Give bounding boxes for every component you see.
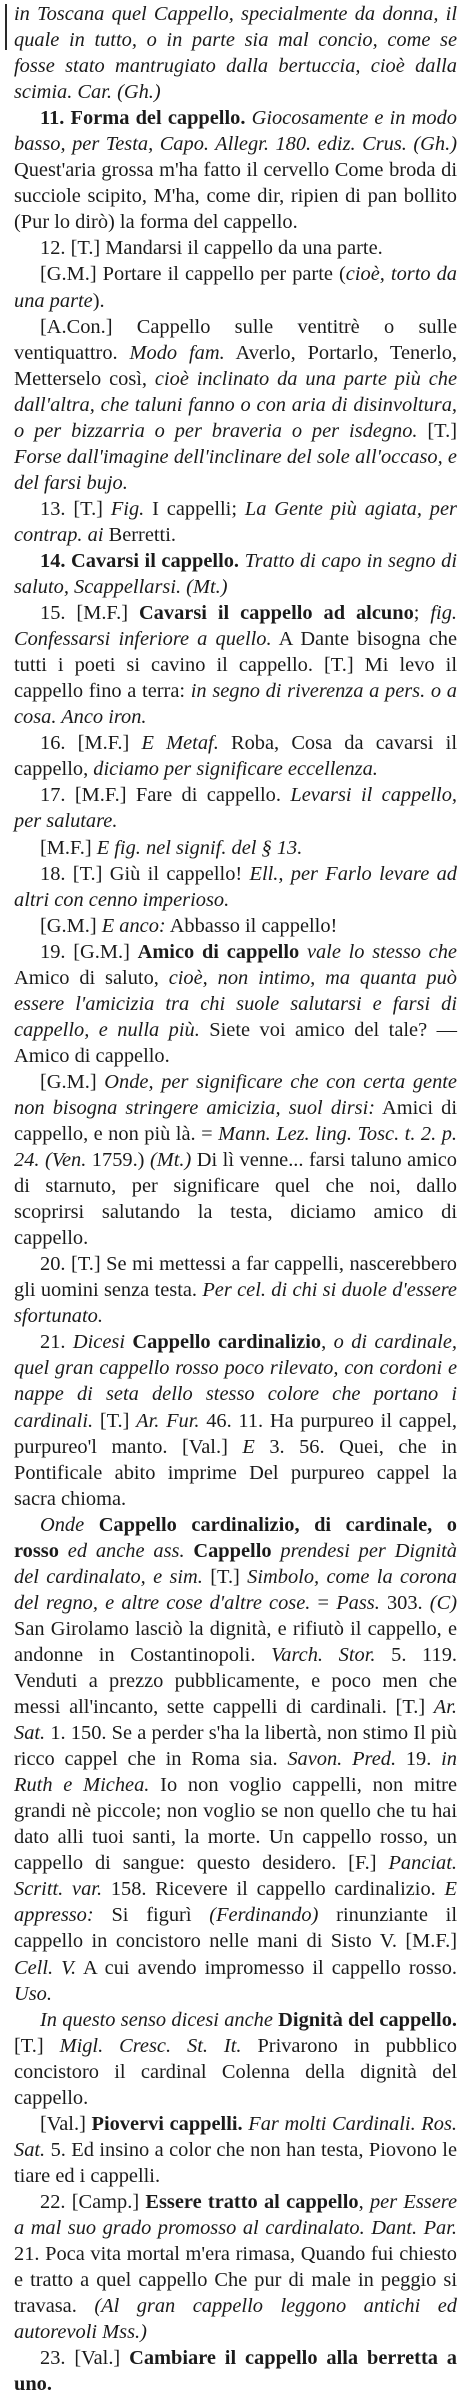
text-run: A Dante bisogna che tutti i poeti si cavino il cappello. [T.] Mi levo il cappello fino a terra: — [14, 628, 458, 703]
text-run: Ar. Fur. — [136, 1409, 200, 1432]
sense-19 — [14, 939, 457, 1069]
sense-12-sub-2 — [14, 314, 457, 496]
text-run: 18. [T.] Giù il cappello! — [40, 862, 250, 885]
text-run: ed anche ass. — [58, 1539, 185, 1562]
text-run: 12. [T.] Mandarsi il cappello da una parte. — [40, 237, 383, 260]
sense-21-cardinal — [14, 1512, 457, 2007]
text-run: Ar. Sat. — [14, 1696, 457, 1745]
text-run: [M.F.] — [40, 836, 97, 859]
text-run: Di lì venne... farsi taluno amico di starnuto, per significare quel che noi, dallo scoprirsi salutando la testa, diciamo amico di cappello. — [14, 1149, 457, 1250]
text-run: o di cardinale, quel gran cappello rosso poco rilevato, con cordoni e nappe di seta dello stesso colore che portano i cardinali. — [14, 1331, 457, 1432]
text-run: Pass. — [336, 1591, 380, 1614]
text-run: E — [242, 1435, 255, 1458]
text-run: Amici di cappello, e non più là. = — [14, 1096, 457, 1146]
sense-11 — [14, 105, 457, 235]
text-run: Uso. — [14, 1982, 52, 2005]
text-run: Onde, per significare che con certa gente non bisogna stringere amicizia, suol dirsi: — [14, 1070, 457, 1119]
text-run: Si figurì — [93, 1904, 210, 1927]
text-run: Fig. — [110, 497, 145, 520]
text-run: Per cel. di chi si duole d'essere sfortunato. — [14, 1279, 457, 1328]
sense-20 — [14, 1251, 457, 1329]
text-run: Amico di cappello — [137, 940, 300, 963]
text-run: ; — [413, 602, 431, 625]
sense-21 — [14, 1329, 457, 1511]
text-run: [T.] — [93, 1409, 137, 1432]
text-run: 19. [G.M.] — [40, 940, 138, 963]
text-run: 17. [M.F.] Fare di cappello. — [40, 784, 291, 807]
sense-12-sub-1 — [14, 261, 457, 313]
text-run: 13. [T.] — [40, 497, 111, 520]
text-run: Io non voglio cappelli, non mitre grandi nè piccole; non voglio se non quello che tu hai dato alli tuoi santi, la morte. Un cappello rosso, un cappello di sangue: questo desidero. [F.] — [14, 1774, 457, 1875]
text-run: 5. Ed insino a color che non han testa, Piovono le tiare ed i cappelli. — [14, 2138, 457, 2187]
text-run: 23. [Val.] — [40, 2347, 130, 2370]
text-run: Cavarsi il cappello ad alcuno — [138, 602, 414, 625]
text-run: (C) — [429, 1591, 457, 1614]
sense-13 — [14, 496, 457, 548]
text-run: Forse dall'imagine dell'inclinare del sole all'occaso, e del farsi bujo. — [14, 445, 457, 494]
text-run: = — [310, 1591, 337, 1614]
text-run: Cambiare il cappello alla berretta a uno. — [14, 2347, 457, 2396]
text-run: Privarono in pubblico concistoro il cardinal Colenna della dignità del cappello. — [14, 2034, 457, 2109]
text-run: Cappello — [184, 1539, 272, 1562]
text-run: [T.] — [202, 1565, 248, 1588]
text-run: 21. — [40, 1331, 73, 1354]
text-run: fig. Confessarsi inferiore a quello. — [14, 602, 457, 651]
sense-15 — [14, 600, 457, 730]
text-run: 15. [M.F.] — [40, 602, 139, 625]
text-run: Amico di saluto, — [14, 966, 169, 989]
text-run: cioè, torto da una parte — [14, 263, 458, 312]
sense-21-dignity — [14, 2007, 457, 2111]
text-run: 21. Poca vita mortal m'era rimasa, Quando fui chiesto e tratto a quel cappello Che pur di male in peggio si travasa. — [14, 2243, 457, 2318]
text-run: 158. Ricevere il cappello cardinalizio. — [102, 1878, 445, 1901]
text-run: cioè, non intimo, ma quanta può essere l'amicizia tra chi suole salutarsi e farsi di cappello, e nulla più. — [14, 966, 457, 1041]
text-run: rinunziante il cappello in concistoro nelle mani di Sisto V. [M.F.] — [14, 1904, 457, 1953]
text-run: Migl. Cresc. St. It. — [59, 2034, 242, 2057]
text-run: Roba, Cosa da cavarsi il cappello, — [14, 732, 457, 781]
sense-23 — [14, 2345, 457, 2397]
text-run: Ell., per Farlo levare ad altri con cenno imperioso. — [14, 862, 457, 911]
text-run: vale lo stesso che — [299, 940, 457, 963]
text-run: 303. — [379, 1591, 430, 1614]
text-run: in Ruth e Michea. — [14, 1748, 457, 1797]
text-run: (Mt.) — [149, 1149, 192, 1172]
sense-22 — [14, 2189, 457, 2345]
text-run: (Ferdinando) — [209, 1904, 319, 1927]
text-run: 46. 11. Ha purpureo il cappel, purpureo'l manto. [Val.] — [14, 1409, 457, 1458]
sense-17-sub — [14, 835, 457, 861]
text-run: Cappello cardinalizio, di cardinale, o rosso — [14, 1513, 457, 1562]
text-run: ). — [92, 289, 105, 312]
text-run: Varch. Stor. — [271, 1643, 376, 1666]
text-run: Averlo, Portarlo, Tenerlo, Metterselo così, — [14, 341, 457, 390]
text-run: Quest'aria grossa m'ha fatto il cervello Come broda di succiole scipito, M'ha, come dir, ripien di pan bollito (Pur lo dirò) la forma del cappello. — [14, 159, 457, 234]
text-run: Berretti. — [103, 523, 176, 546]
margin-bar — [5, 4, 7, 50]
text-run: [G.M.] — [40, 914, 102, 937]
text-run: E appresso: — [14, 1878, 457, 1927]
text-run: Cappello cardinalizio — [125, 1331, 322, 1354]
sense-14 — [14, 548, 457, 600]
text-run: [T.] — [14, 2034, 60, 2057]
text-run: Simbolo, come la corona del regno, e altre cose d'altre cose. — [14, 1565, 457, 1614]
text-run: [G.M.] Portare il cappello per parte ( — [40, 263, 346, 286]
text-run: Dignità del cappello. — [272, 2008, 457, 2031]
text-run: 3. 56. Quei, che in Pontificale abito imprime Del purpureo cappel la sacra chioma. — [14, 1435, 457, 1510]
text-run: Abbasso il cappello! — [165, 914, 338, 937]
text-run: [A.Con.] Cappello sulle ventitrè o sulle ventiquattro. — [14, 315, 457, 364]
text-run: E fig. nel signif. del § 13. — [96, 836, 303, 859]
text-run: 16. [M.F.] — [40, 732, 142, 755]
text-run: La Gente più agiata, per contrap. ai — [14, 497, 457, 546]
text-run: 20. [T.] Se mi mettessi a far cappelli, nascerebbero gli uomini senza testa. — [14, 1253, 457, 1302]
text-run: In questo senso dicesi anche — [40, 2008, 273, 2031]
text-run: Far molti Cardinali. Ros. Sat. — [14, 2112, 457, 2161]
text-run: 5. 119. Venduti a prezzo pubblicamente, e poco men che messi all'incanto, sette cappelli di cardinali. [T.] — [14, 1643, 457, 1719]
sense-18-sub — [14, 913, 457, 939]
text-run: [Val.] — [40, 2112, 92, 2135]
entry-continuation — [14, 1, 457, 105]
sense-12 — [14, 235, 457, 261]
text-run: per Essere a mal suo grado promosso al cardinalato. Dant. Par. — [14, 2190, 457, 2239]
text-run: A cui avendo impromesso il cappello rosso. — [76, 1956, 457, 1979]
text-run: in Toscana quel Cappello, specialmente da donna, il quale in tutto, o in parte sia mal concio, come se fosse stato mantrugiato dalla bertuccia, cioè dalla scimia. Car. (Gh.) — [14, 3, 457, 104]
text-run: (Al gran cappello leggono antichi ed autorevoli Mss.) — [14, 2295, 457, 2344]
text-run: prendesi per Dignità del cardinalato, e sim. — [14, 1539, 458, 1588]
text-run: Levarsi il cappello, per salutare. — [14, 784, 457, 833]
sense-16 — [14, 730, 457, 782]
text-run: Giocosamente e in modo basso, per Testa, Capo. Allegr. 180. ediz. Crus. (Gh.) — [14, 107, 457, 156]
text-run: Modo fam. — [129, 341, 225, 364]
text-run: Panciat. Scritt. var. — [14, 1852, 457, 1901]
text-run: Tratto di capo in segno di saluto, Scappellarsi. (Mt.) — [14, 549, 457, 599]
text-run: San Girolamo lasciò la dignità, e rifiutò il cappello, e andonne in Costantinopoli. — [14, 1617, 457, 1666]
text-run: Cell. V. — [14, 1956, 77, 1979]
text-run: E anco: — [101, 914, 166, 937]
text-run: Mann. Lez. ling. Tosc. t. 2. p. 24. (Ven. — [14, 1123, 457, 1172]
text-run: [G.M.] — [40, 1070, 105, 1093]
text-run: 22. [Camp.] — [40, 2190, 146, 2213]
text-run: , — [358, 2190, 370, 2213]
sense-17 — [14, 782, 457, 834]
text-run: diciamo per significare eccellenza. — [93, 758, 378, 781]
text-run: Piovervi cappelli. — [91, 2112, 243, 2135]
text-run: Savon. Pred. — [287, 1748, 397, 1771]
text-run: 11. Forma del cappello. — [40, 107, 246, 130]
text-run: 19. — [396, 1748, 442, 1771]
sense-19-sub — [14, 1069, 457, 1251]
text-run: in segno di riverenza a pers. o a cosa. Anco iron. — [14, 680, 457, 729]
text-run: Dicesi — [72, 1331, 125, 1354]
text-run: E Metaf. — [141, 732, 219, 755]
text-run: cioè inclinato da una parte più che dall'altra, che taluni fanno o con aria di disinvoltura, o per bizzarria o per braveria o per isdegno. — [14, 367, 457, 442]
text-run: 1759.) — [86, 1149, 150, 1172]
text-run: [T.] — [417, 419, 457, 442]
text-run: 14. Cavarsi il cappello. — [40, 549, 240, 572]
text-run: Onde — [40, 1513, 85, 1536]
text-run: I cappelli; — [144, 497, 245, 520]
text-run: Siete voi amico del tale? — Amico di cappello. — [14, 1018, 457, 1067]
text-run: Essere tratto al cappello — [145, 2190, 359, 2213]
sense-18 — [14, 861, 457, 913]
text-run: , — [321, 1331, 334, 1354]
sense-21-piovervi — [14, 2111, 457, 2189]
text-run: 1. 150. Se a perder s'ha la libertà, non stimo Il più ricco cappel che in Roma sia. — [14, 1722, 457, 1771]
